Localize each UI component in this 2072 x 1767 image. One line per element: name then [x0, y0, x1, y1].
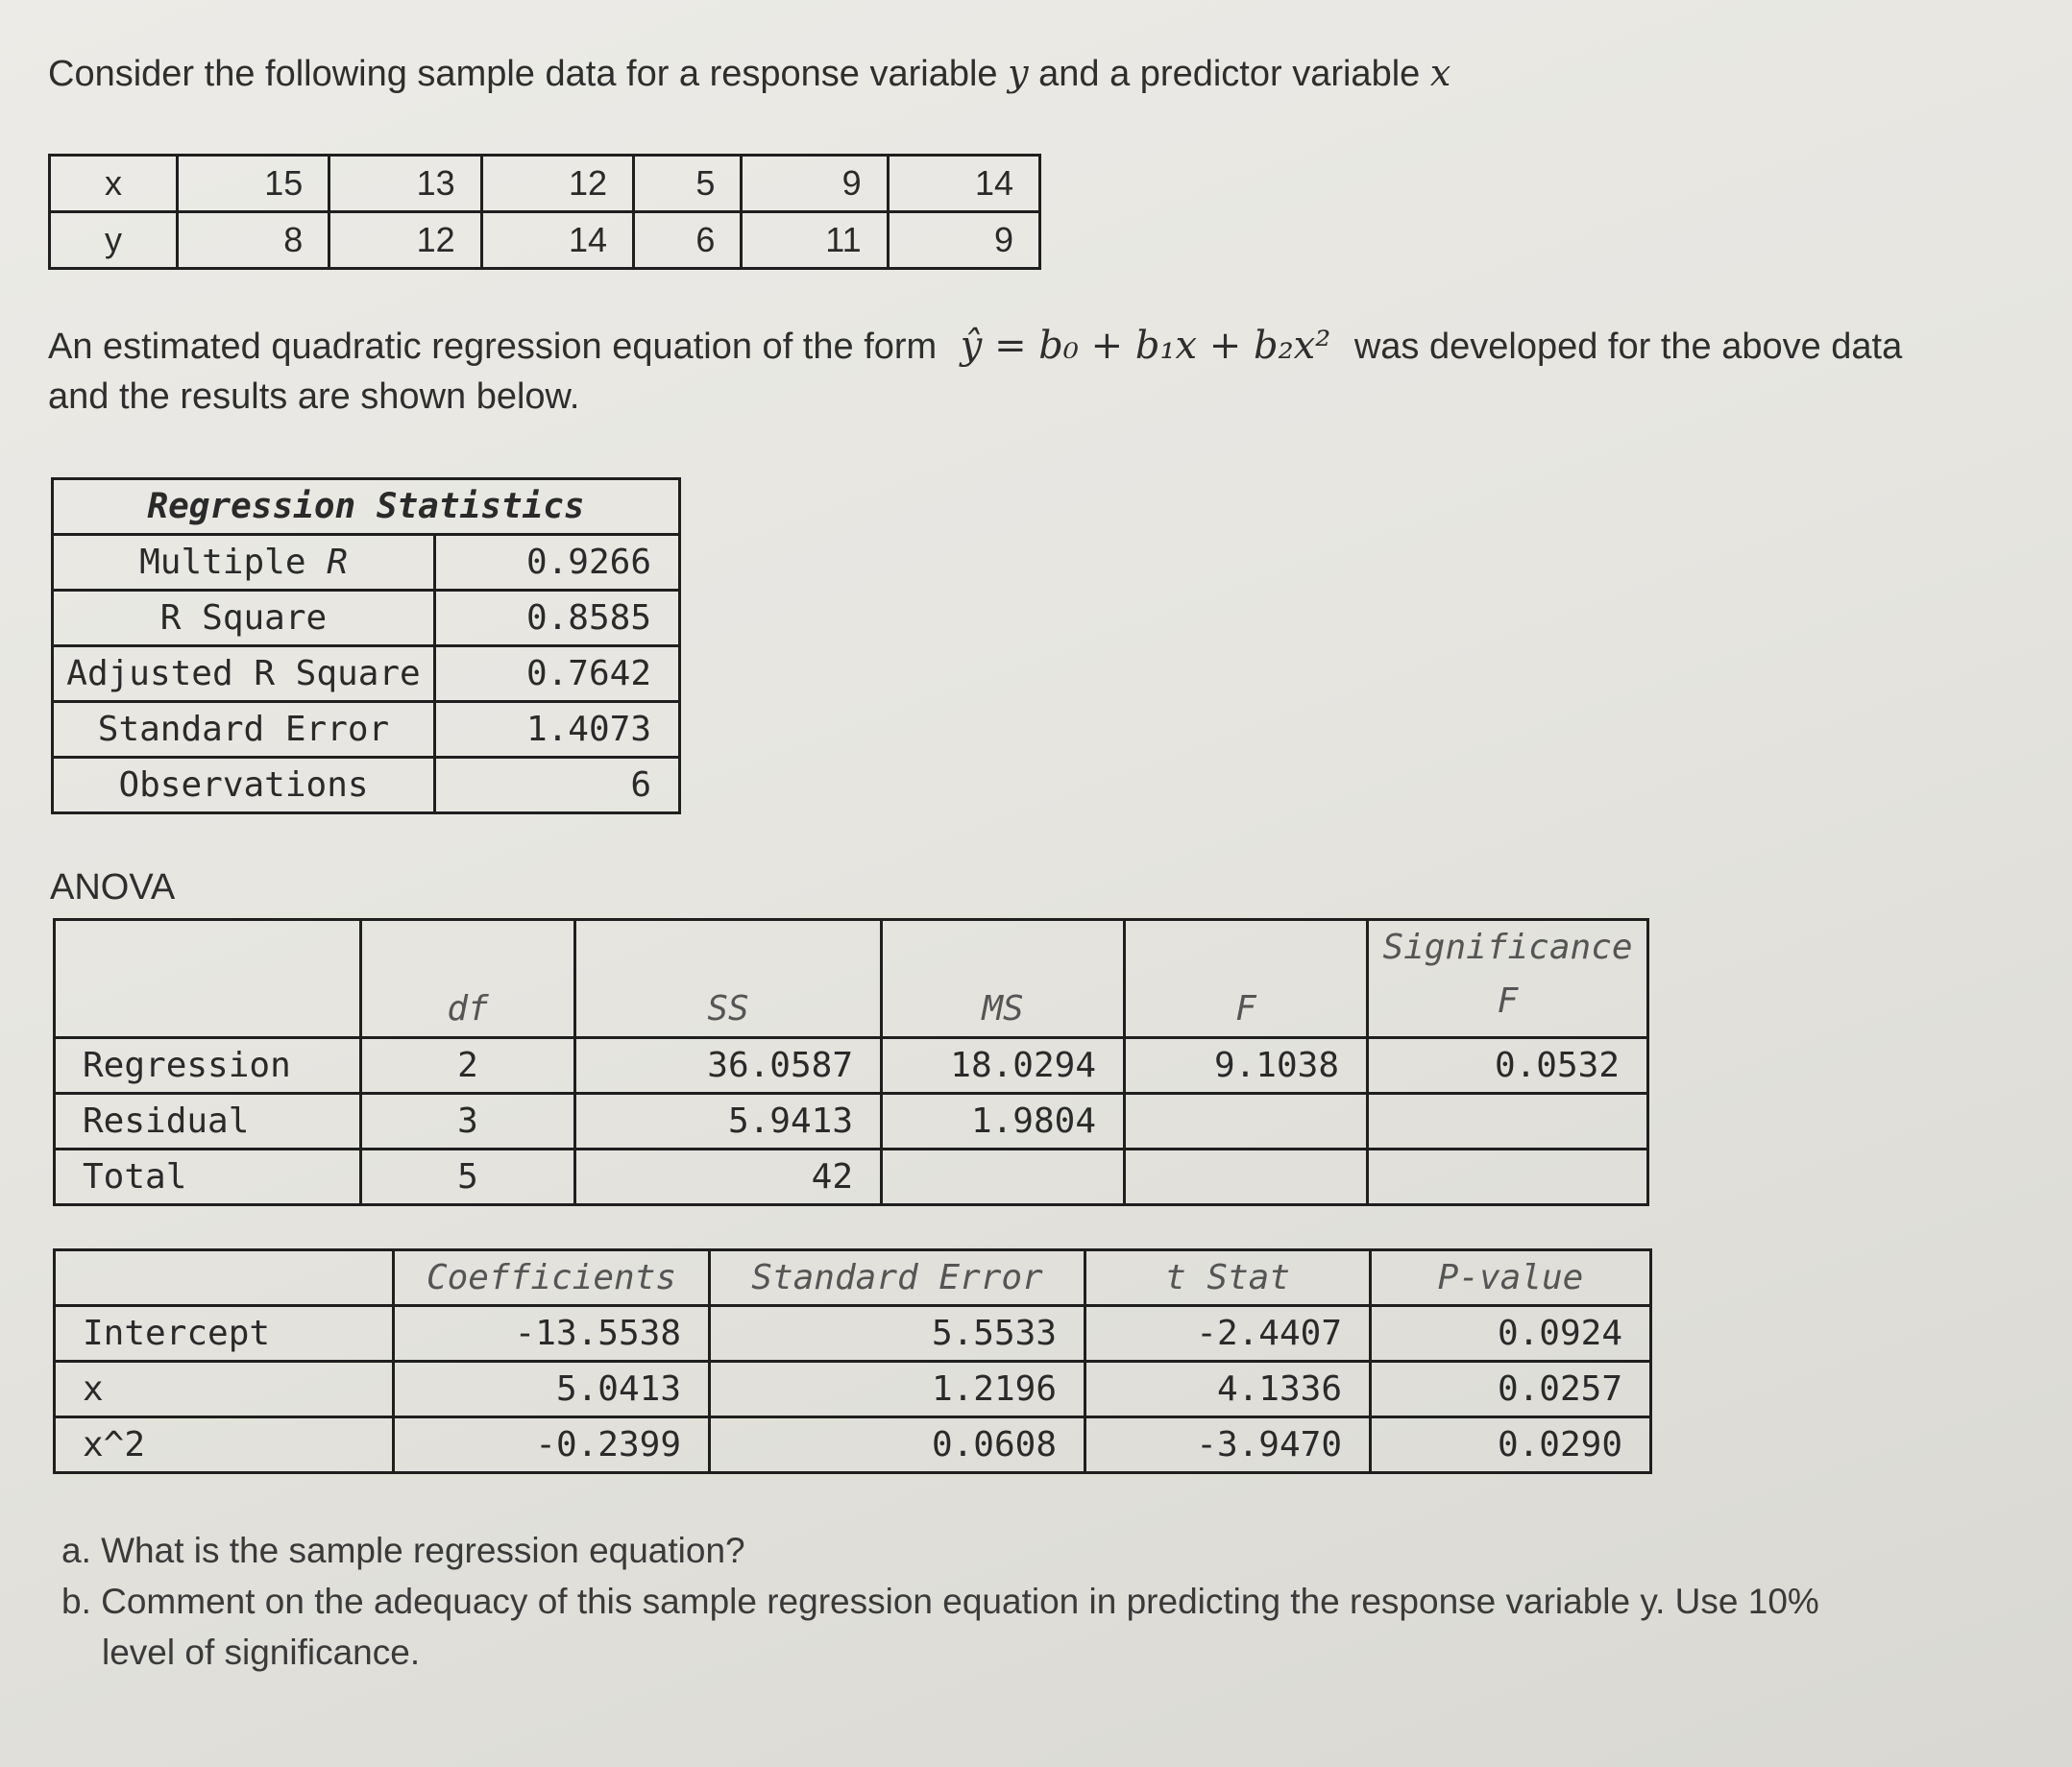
y-cell: 12	[329, 212, 481, 269]
coef-value: -13.5538	[394, 1306, 710, 1362]
coef-p: 0.0257	[1371, 1362, 1651, 1417]
coef-t: -2.4407	[1085, 1306, 1371, 1362]
y-cell: 6	[633, 212, 741, 269]
regression-statistics-table	[51, 477, 681, 814]
x-row	[50, 156, 1040, 212]
y-cell: 14	[481, 212, 633, 269]
stat-label: Adjusted R Square	[53, 646, 435, 702]
anova-header-cell	[55, 920, 361, 1038]
coef-value: -0.2399	[394, 1417, 710, 1473]
coef-header-row	[55, 1250, 1651, 1306]
anova-header-df: df	[361, 920, 575, 1038]
estimate-text-line2: and the results are shown below.	[48, 376, 580, 417]
y-cell: 11	[742, 212, 888, 269]
estimate-paragraph	[48, 321, 2027, 422]
coef-header-p-value: P-value	[1371, 1250, 1651, 1306]
x-label-cell: x	[50, 156, 178, 212]
stat-row	[53, 702, 680, 758]
anova-source: Total	[55, 1150, 361, 1205]
anova-ms: 1.9804	[882, 1094, 1125, 1150]
regression-statistics-title: Regression Statistics	[53, 479, 680, 535]
anova-source: Residual	[55, 1094, 361, 1150]
anova-df: 5	[361, 1150, 575, 1205]
intro-var-x: x	[1429, 52, 1451, 94]
stat-value: 6	[435, 758, 680, 813]
anova-row	[55, 1094, 1648, 1150]
y-label-cell: y	[50, 212, 178, 269]
intro-sentence	[48, 48, 1450, 99]
anova-sig	[1368, 1094, 1648, 1150]
regression-equation-form: ŷ = b₀ + b₁x + b₂x²	[960, 324, 1331, 368]
coef-term: x^2	[55, 1417, 394, 1473]
anova-row	[55, 1150, 1648, 1205]
intro-var-y: y	[1008, 52, 1029, 94]
x-cell: 13	[329, 156, 481, 212]
anova-f: 9.1038	[1125, 1038, 1368, 1094]
anova-header-row	[55, 920, 1648, 1038]
coef-header-t-stat: t Stat	[1085, 1250, 1371, 1306]
y-row	[50, 212, 1040, 269]
stat-value: 0.9266	[435, 535, 680, 591]
x-cell: 14	[888, 156, 1039, 212]
coef-t: -3.9470	[1085, 1417, 1371, 1473]
coef-t: 4.1336	[1085, 1362, 1371, 1417]
questions-block	[61, 1525, 2040, 1678]
question-a: a. What is the sample regression equation?	[61, 1531, 745, 1570]
estimate-text-before: An estimated quadratic regression equation of the form	[48, 327, 938, 367]
coef-header-cell	[55, 1250, 394, 1306]
coef-se: 5.5533	[710, 1306, 1085, 1362]
stat-value: 0.7642	[435, 646, 680, 702]
coef-header-standard-error: Standard Error	[710, 1250, 1085, 1306]
anova-table	[53, 918, 1649, 1206]
anova-header-ss: SS	[575, 920, 882, 1038]
y-cell: 8	[178, 212, 329, 269]
x-cell: 15	[178, 156, 329, 212]
coef-row	[55, 1362, 1651, 1417]
coef-se: 0.0608	[710, 1417, 1085, 1473]
stat-label: Multiple R	[53, 535, 435, 591]
coef-header-coefficients: Coefficients	[394, 1250, 710, 1306]
anova-sig: 0.0532	[1368, 1038, 1648, 1094]
anova-row	[55, 1038, 1648, 1094]
question-b-line2: level of significance.	[102, 1633, 421, 1672]
stat-value: 1.4073	[435, 702, 680, 758]
coef-p: 0.0924	[1371, 1306, 1651, 1362]
anova-f	[1125, 1094, 1368, 1150]
anova-ss: 5.9413	[575, 1094, 882, 1150]
y-cell: 9	[888, 212, 1039, 269]
coef-value: 5.0413	[394, 1362, 710, 1417]
anova-ss: 36.0587	[575, 1038, 882, 1094]
stat-row	[53, 591, 680, 646]
x-cell: 9	[742, 156, 888, 212]
coef-term: x	[55, 1362, 394, 1417]
stat-row	[53, 758, 680, 813]
coef-se: 1.2196	[710, 1362, 1085, 1417]
coef-term: Intercept	[55, 1306, 394, 1362]
anova-ms	[882, 1150, 1125, 1205]
coef-p: 0.0290	[1371, 1417, 1651, 1473]
estimate-text-after: was developed for the above data	[1353, 327, 1903, 367]
x-cell: 12	[481, 156, 633, 212]
anova-f	[1125, 1150, 1368, 1205]
sample-data-table	[48, 154, 1041, 270]
anova-sig	[1368, 1150, 1648, 1205]
intro-text: Consider the following sample data for a response variable	[48, 54, 1009, 94]
question-b-line1: b. Comment on the adequacy of this sample regression equation in predicting the response variable y. Use 10%	[61, 1582, 1819, 1621]
stat-row	[53, 646, 680, 702]
stat-label: Standard Error	[53, 702, 435, 758]
stat-label: Observations	[53, 758, 435, 813]
coef-row	[55, 1417, 1651, 1473]
stat-label: R Square	[53, 591, 435, 646]
coefficients-table	[53, 1248, 1652, 1474]
anova-ms: 18.0294	[882, 1038, 1125, 1094]
coef-row	[55, 1306, 1651, 1362]
anova-header-f: F	[1125, 920, 1368, 1038]
stat-row	[53, 535, 680, 591]
anova-ss: 42	[575, 1150, 882, 1205]
anova-df: 3	[361, 1094, 575, 1150]
anova-source: Regression	[55, 1038, 361, 1094]
anova-df: 2	[361, 1038, 575, 1094]
x-cell: 5	[633, 156, 741, 212]
anova-title: ANOVA	[50, 867, 176, 908]
stat-value: 0.8585	[435, 591, 680, 646]
anova-header-significance-f: Significance F	[1368, 920, 1648, 1038]
intro-text-middle: and a predictor variable	[1028, 54, 1430, 94]
anova-header-ms: MS	[882, 920, 1125, 1038]
